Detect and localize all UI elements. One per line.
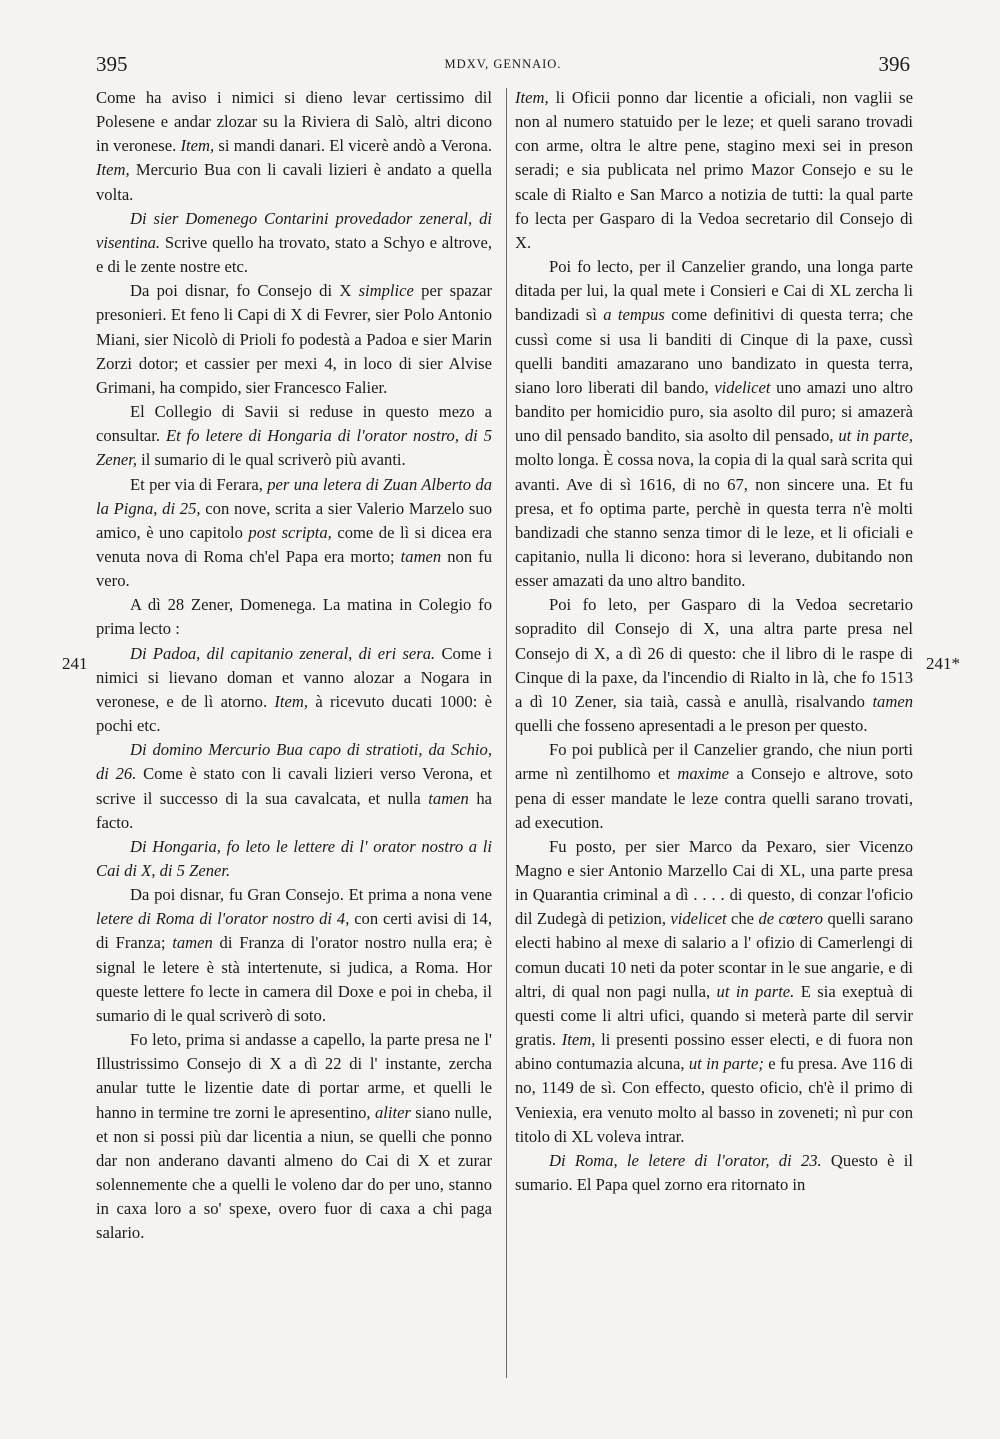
paragraph (96, 400, 492, 472)
paragraph (96, 738, 492, 835)
text-run: Et per via di Ferara, (130, 474, 268, 494)
paragraph (96, 86, 492, 207)
text-run: E sia exeptuà di questi come li altri ufici, quando si meterà parte dil servir gratis. (515, 981, 913, 1050)
text-run: come definitivi di questa terra; che cussì come si usa li banditi di Cinque di la paxe, cussì quelli banditi amazarano uno bandizato in questa terra, siano loro liberati dil bando, (515, 305, 913, 397)
italic-text: simplice (358, 281, 414, 301)
text-run: Poi fo leto, per Gasparo di la Vedoa secretario sopradito dil Consejo di X, una altra parte presa nel Consejo di X, a dì 26 di questo: che il libro di le raspe di Cinque di la paxe, da l'incendio di Rialto in là, che fo 1513 a dì 10 Zener, sia taià, cassà e anullà, risalvando (515, 595, 913, 711)
text-run: à ricevuto ducati 1000: è pochi etc. (96, 691, 492, 736)
paragraph (96, 1028, 492, 1245)
italic-text: Di domino Mercurio Bua capo di stratioti, da Schio, di 26. (96, 740, 492, 784)
paragraph (96, 642, 492, 739)
text-run: li Oficii ponno dar licentie a oficiali, non vaglii se non al numero statuido per le leze; et queli sarano trovadi con arme, oltra le altre pene, stagino mexi sei in preson seradi; e sia publicata nel primo Mazor Consejo e su le scale di Rialto e San Marco a notizia de tutti: la qual parte fo lecta per Gasparo di la Vedoa secretario dil Consejo di X. (515, 88, 913, 252)
italic-text: videlicet (670, 909, 727, 929)
paragraph (515, 738, 913, 835)
text-run: il sumario di le qual scriverò più avanti. (137, 450, 406, 470)
italic-text: a tempus (603, 305, 665, 325)
italic-text: Item, (515, 88, 549, 107)
text-run: e fu presa. Ave 116 di no, 1149 de sì. Con effecto, questo oficio, ch'è il primo di Veniexia, era venuto molto al basso in zoveneti; nì pur con titolo di XL voleva intrar. (515, 1054, 913, 1146)
text-run: Da poi disnar, fo Consejo di X (130, 281, 359, 301)
italic-text: tamen (872, 691, 913, 711)
paragraph (515, 835, 913, 1149)
italic-text: Di Hongaria, fo leto le lettere di l' orator nostro a li Cai di X, di 5 Zener. (96, 836, 492, 880)
text-run: siano nulle, et non si possi più dar licentia a niun, se quelli che ponno dar non anderano davanti almeno do Cai di X et zurar solennemente che a quelli le voleno dar do per uno, stanno in caxa loro a so' spexe, overo fuor di caxa a chi paga salario. (96, 1102, 493, 1243)
paragraph (515, 255, 913, 593)
text-run: per spazar presonieri. Et feno li Capi di X di Fevrer, sier Polo Antonio Miani, sier Nicolò di Prioli fo podestà a Padoa e sier Marin Zorzi dotor; et cassier per mexi 4, in loco di sier Alvise Grimani, ha compido, sier Francesco Falier. (96, 281, 492, 397)
text-run: El Collegio di Savii si reduse in questo mezo a consultar. (96, 402, 492, 446)
left-column (96, 86, 492, 1246)
text-run: li presenti possino esser electi, e di fuora non abino contumazia alcuna, (515, 1030, 913, 1074)
italic-text: videlicet (714, 377, 771, 397)
right-column (515, 86, 913, 1197)
text-run: uno amazi uno altro bandito per homicidio puro, sia asolto dil puro; si amazerà uno dil pensado bandito, sia asolto dil pensado, (515, 377, 913, 446)
paragraph (96, 279, 492, 400)
column-divider (506, 88, 507, 1378)
text-run: Poi fo lecto, per il Canzelier grando, una longa parte ditada per lui, la qual mete i Consieri e Cai di XL zercha li bandizadi sì (515, 257, 913, 325)
text-run: A dì 28 Zener, Domenega. La matina in Colegio fo prima lecto : (96, 595, 492, 639)
text-run: Fo leto, prima si andasse a capello, la parte presa ne l' Illustrissimo Consejo di X a dì 22 di l' instante, zercha anular tutte le lizentie date di portar arme, et quelli le hanno in termine tre zorni le apresentino, (96, 1030, 492, 1122)
paragraph (96, 207, 492, 279)
paragraph (96, 835, 492, 883)
paragraph (515, 86, 913, 255)
italic-text: maxime (677, 764, 729, 784)
text-run: Scrive quello ha trovato, stato a Schyo e altrove, e di le zente nostre etc. (96, 232, 492, 277)
text-run: a Consejo e altrove, soto pena di esser mandate le leze contra quelli sarano trovati, ad execution. (515, 764, 913, 832)
text-run: quelli che fosseno apresentadi a le preson per questo. (515, 716, 868, 736)
italic-text: Item, (96, 160, 130, 180)
text-run: come de lì si dicea era venuta nova di Roma ch'el Papa era morto; (96, 522, 492, 566)
italic-text: Et fo letere di Hongaria di l'orator nostro, di 5 Zener, (96, 426, 492, 470)
text-run: di Franza di l'orator nostro nulla era; è signal le letere è stà intertenute, si judica, a Roma. Hor queste lettere fo lecte in camera dil Doxe e poi in cheba, il sumario di le qual scriverò di soto. (96, 933, 492, 1025)
italic-text: Di Padoa, dil capitanio zeneral, di eri sera. (130, 643, 436, 663)
italic-text: per una letera di Zuan Alberto da la Pigna, di 25, (96, 474, 492, 518)
italic-text: tamen (428, 788, 469, 808)
text-run: quelli sarano electi habino al mexe di salario a l' ofizio di Camerlengi di comun ducati 10 neti da poter scontar in le sue angarie, e di altri, di qual non pagi nulla, (515, 909, 913, 1001)
text-run: molto longa. È cossa nova, la copia di la qual sarà scrita qui avanti. Ave di sì 1616, di no 67, non sincere una. Et fu presa, et fo optima parte, perchè in questa terra n'è molti bandizadi che stanno senza timor di le leze, et li oficiali e capitanio, nulla li dicono: hora si leverano, dubitando non esser amazati da uno altro bandito. (515, 450, 913, 591)
margin-note-left: 241 (62, 654, 88, 673)
text-run: Come è stato con li cavali lizieri verso Verona, et scrive il successo di la sua cavalcata, et nulla (96, 764, 492, 808)
paragraph (96, 883, 492, 1028)
italic-text: Item, (561, 1030, 596, 1050)
italic-text: post scripta, (248, 522, 332, 542)
text-run: Mercurio Bua con li cavali lizieri è andato a quella volta. (96, 160, 492, 204)
paragraph (515, 593, 913, 738)
text-run: Fo poi publicà per il Canzelier grando, che niun porti arme nì zentilhomo et (515, 740, 913, 784)
italic-text: tamen (172, 933, 213, 953)
page-number-left: 395 (96, 52, 128, 76)
text-run: che (726, 909, 759, 929)
italic-text: Item, (274, 691, 309, 711)
paragraph (515, 1149, 913, 1197)
italic-text: ut in parte, (838, 426, 913, 446)
italic-text: Di sier Domenego Contarini provedador zeneral, di visentina. (96, 208, 492, 252)
running-head: MDXV, GENNAIO. (444, 57, 562, 71)
italic-text: ut in parte. (716, 981, 795, 1001)
italic-text: ut in parte; (688, 1054, 764, 1074)
text-run: Come i nimici si lievano doman et vanno alozar a Nogara in veronese, e de lì atorno. (96, 643, 493, 711)
page-header (96, 52, 910, 76)
text-run: con certi avisi di 14, di Franza; (96, 909, 493, 953)
text-run: con nove, scrita a sier Valerio Marzelo suo amico, è uno capitolo (96, 498, 492, 542)
text-run: non fu vero. (96, 546, 492, 591)
page-number-right: 396 (878, 52, 910, 76)
italic-text: aliter (374, 1102, 411, 1122)
margin-note-right: 241* (926, 654, 960, 673)
italic-text: tamen (400, 546, 442, 566)
italic-text: de cœtero (758, 909, 824, 929)
text-run: Questo è il sumario. El Papa quel zorno era ritornato in (515, 1150, 913, 1195)
italic-text: Item, (180, 136, 215, 156)
text-run: Come ha aviso i nimici si dieno levar certissimo dil Polesene e andar zlozar su la Riviera di Salò, altri dicono in veronese. (96, 88, 492, 156)
italic-text: Di Roma, le letere di l'orator, di 23. (549, 1150, 822, 1170)
text-run: si mandi danari. El vicerè andò a Verona. (214, 136, 492, 156)
text-run: Da poi disnar, fu Gran Consejo. Et prima a nona vene (130, 885, 492, 905)
paragraph (96, 593, 492, 641)
text-run: ha facto. (96, 788, 492, 832)
italic-text: letere di Roma di l'orator nostro di 4, (96, 909, 350, 929)
paragraph (96, 473, 492, 594)
text-run: Fu posto, per sier Marco da Pexaro, sier Vicenzo Magno e sier Antonio Marzello Cai di XL, una parte presa in Quarantia criminal a dì . . . . di questo, di conzar l'oficio dil Zudegà di petizion, (515, 836, 913, 929)
